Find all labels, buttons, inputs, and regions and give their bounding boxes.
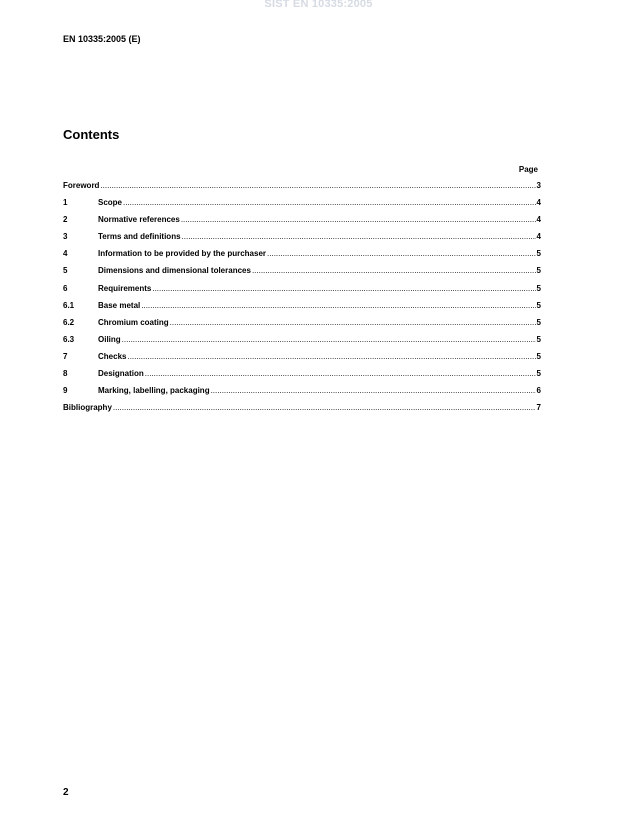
dot-leader [181,215,536,224]
toc-entry-number: 7 [63,351,68,361]
toc-entry-number: 6.2 [63,317,75,327]
dot-leader [252,266,536,275]
toc-entry-dimensions[interactable] [63,266,541,283]
toc-entry-title: Foreword [63,181,100,190]
toc-entry-title: Checks [98,351,127,361]
toc-entry-number: 6.1 [63,300,75,310]
dot-leader [123,198,536,207]
toc-entry-marking[interactable] [63,386,541,403]
toc-entry-page: 4 [536,198,541,208]
toc-entry-page: 5 [536,351,541,361]
toc-entry-scope[interactable] [63,198,541,215]
toc-entry-page: 5 [536,300,541,310]
toc-entry-title: Designation [98,369,144,379]
toc-entry-number: 3 [63,232,68,242]
dot-leader [170,318,536,327]
toc-entry-title: Chromium coating [98,317,169,327]
dot-leader [113,403,536,412]
dot-leader [145,369,536,378]
toc-entry-page: 6 [536,386,541,396]
toc-entry-page: 5 [536,369,541,379]
dot-leader [100,181,535,190]
toc-entry-title: Bibliography [63,403,112,413]
toc-entry-title: Dimensions and dimensional tolerances [98,266,251,276]
toc-entry-number: 4 [63,249,68,259]
toc-entry-title: Information to be provided by the purchaser [98,249,267,259]
toc-entry-base-metal[interactable] [63,301,541,318]
document-id: EN 10335:2005 (E) [63,34,141,44]
dot-leader [267,249,536,258]
toc-entry-page: 4 [536,215,541,225]
table-of-contents [63,181,541,420]
toc-entry-number: 8 [63,369,68,379]
toc-entry-normative-references[interactable] [63,215,541,232]
dot-leader [141,301,535,310]
toc-entry-oiling[interactable] [63,335,541,352]
toc-entry-page: 5 [536,283,541,293]
dot-leader [211,386,536,395]
toc-entry-title: Normative references [98,215,180,225]
toc-entry-page: 7 [536,403,541,413]
toc-entry-title: Marking, labelling, packaging [98,386,210,396]
toc-entry-foreword[interactable] [63,181,541,198]
toc-entry-number: 6 [63,283,68,293]
toc-entry-title: Base metal [98,300,141,310]
toc-entry-number: 5 [63,266,68,276]
toc-entry-page: 5 [536,266,541,276]
toc-entry-page: 4 [536,232,541,242]
toc-entry-title: Terms and definitions [98,232,181,242]
toc-entry-page: 5 [536,334,541,344]
toc-entry-number: 9 [63,386,68,396]
toc-entry-title: Scope [98,198,123,208]
toc-entry-page: 5 [536,317,541,327]
toc-entry-number: 6.3 [63,334,75,344]
page-column-label: Page [518,165,538,174]
toc-entry-checks[interactable] [63,352,541,369]
toc-entry-bibliography[interactable] [63,403,541,420]
dot-leader [182,232,536,241]
toc-entry-page: 3 [536,181,541,190]
toc-entry-title: Requirements [98,283,152,293]
watermark: SIST EN 10335:2005 [264,0,373,10]
toc-entry-title: Oiling [98,334,121,344]
toc-entry-number: 1 [63,198,68,208]
toc-entry-information-purchaser[interactable] [63,249,541,266]
dot-leader [127,352,535,361]
toc-entry-terms-and-definitions[interactable] [63,232,541,249]
toc-entry-requirements[interactable] [63,284,541,301]
dot-leader [152,284,535,293]
toc-entry-number: 2 [63,215,68,225]
page-number: 2 [63,787,69,798]
dot-leader [122,335,536,344]
toc-entry-chromium-coating[interactable] [63,318,541,335]
toc-entry-page: 5 [536,249,541,259]
toc-entry-designation[interactable] [63,369,541,386]
contents-title: Contents [63,127,120,142]
